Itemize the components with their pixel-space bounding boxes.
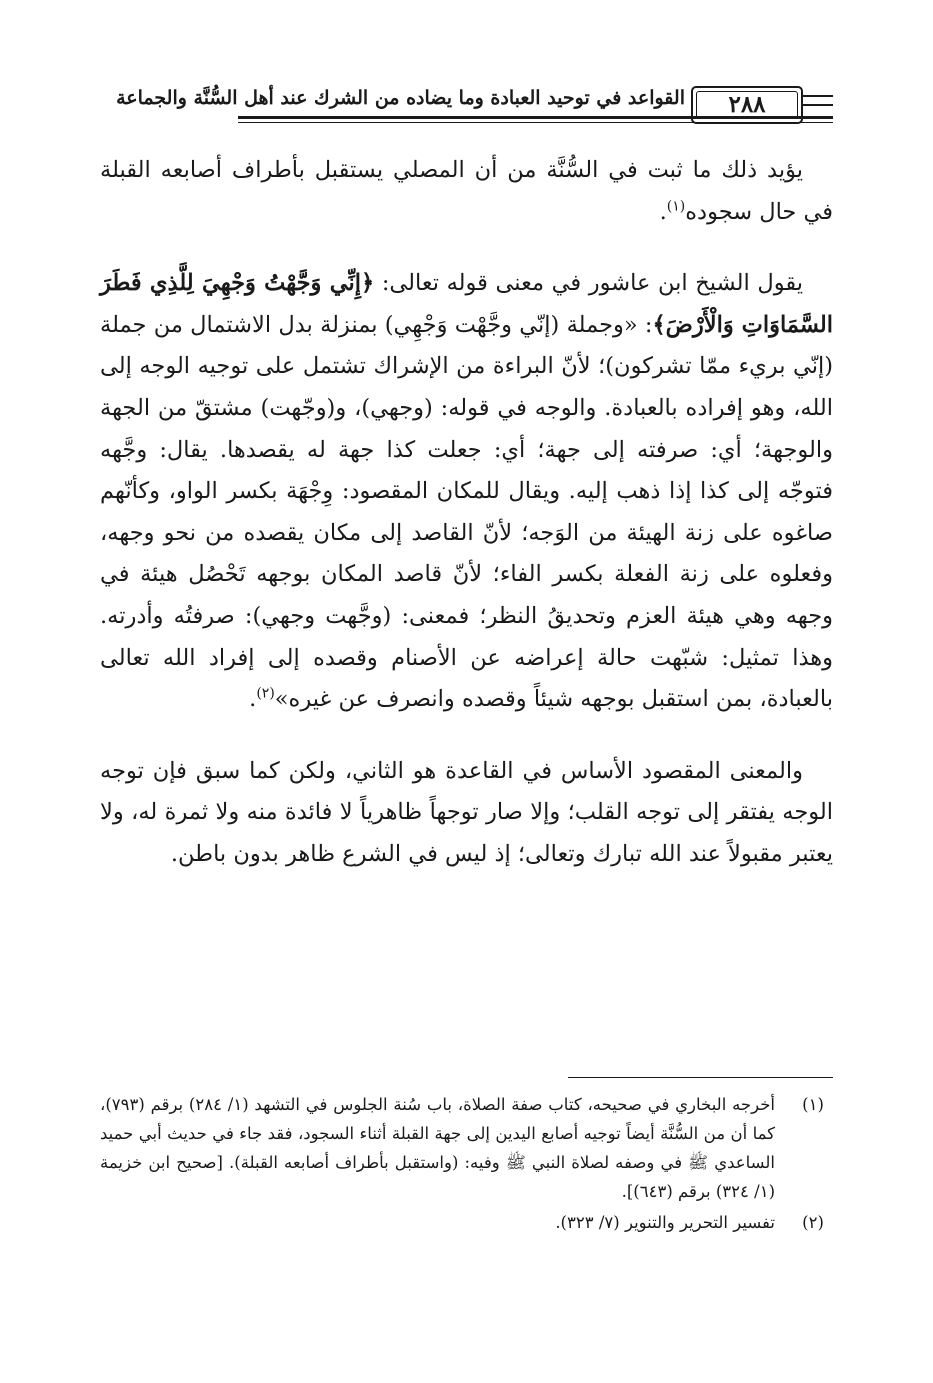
page-number-ornament-rule — [803, 95, 833, 97]
footnote-ref-1: (١) — [666, 198, 686, 215]
page-number-frame — [691, 86, 803, 124]
footnote-2-text: تفسير التحرير والتنوير (٧/ ٣٢٣). — [555, 1213, 775, 1232]
main-text — [100, 150, 833, 876]
paragraph-1-text: يؤيد ذلك ما ثبت في السُّنَّة من أن المصلي يستقبل بأطراف أصابعه القبلة في حال سجوده — [100, 157, 833, 225]
page-number: ٢٨٨ — [728, 91, 766, 118]
paragraph-3: والمعنى المقصود الأساس في القاعدة هو الثاني، ولكن كما سبق فإن توجه الوجه يفتقر إلى توجه القلب؛ وإلا صار توجهاً ظاهرياً لا فائدة منه ولا ثمرة له، ولا يعتبر مقبولاً عند الله تبارك وتعالى؛ إذ ليس في الشرع ظاهر بدون باطن. — [100, 757, 833, 867]
quran-verse: ﴿إِنِّي وَجَّهْتُ وَجْهِيَ لِلَّذِي فَطَرَ السَّمَاوَاتِ وَالْأَرْضَ﴾ — [100, 270, 834, 338]
running-header — [88, 82, 833, 128]
paragraph-2 — [100, 263, 833, 721]
footnote-1-text: أخرجه البخاري في صحيحه، كتاب صفة الصلاة، باب سُنة الجلوس في التشهد (١/ ٢٨٤) برقم (٧٩٣)، كما أن من السُّنَّة أيضاً توجيه أصابع اليدين إلى جهة القبلة أثناء السجود، فقد جاء في حديث أبي حميد الساعدي ﷺ في وصفه لصلاة النبي ﷺ وفيه: (واستقبل بأطراف أصابعه القبلة). [صحيح ابن خزيمة (١/ ٣٢٤) برقم (٦٤٣)]. — [100, 1095, 775, 1201]
footnotes — [100, 1090, 833, 1237]
paragraph-1-end: . — [659, 198, 667, 225]
footnote-separator — [568, 1077, 833, 1078]
footnote-2 — [100, 1208, 833, 1237]
page-number-ornament-rule — [803, 104, 833, 106]
footnote-ref-2: (٢) — [256, 685, 275, 702]
footnote-2-number: (٢) — [802, 1213, 824, 1232]
footnote-1 — [100, 1090, 833, 1206]
header-title: القواعد في توحيد العبادة وما يضاده من الشرك عند أهل السُّنَّة والجماعة — [116, 87, 685, 109]
paragraph-2-end: . — [249, 686, 257, 713]
paragraph-1 — [100, 150, 833, 233]
paragraph-2-intro: يقول الشيخ ابن عاشور في معنى قوله تعالى: — [381, 270, 804, 297]
paragraph-2-quote: : «وجملة (إنّي وجَّهْت وَجْهِي) بمنزلة بدل الاشتمال من جملة (إنّي بريء ممّا تشركون)؛ لأنّ البراءة من الإشراك تشتمل على توجيه الوجه إلى الله، وهو إفراده بالعبادة. والوجه في قوله: (وجهي)، و(وجّهت) مشتقّ من الجهة والوجهة؛ أي: صرفته إلى جهة؛ أي: جعلت كذا جهة له يقصدها. يقال: وجَّهه فتوجّه إلى كذا إذا ذهب إليه. ويقال للمكان المقصود: وِجْهَة بكسر الواو، وكأنّهم صاغوه على زنة الهيئة من الوَجه؛ لأنّ القاصد إلى مكان يقصده من نحو وجهه، وفعلوه على زنة الفعلة بكسر الفاء؛ لأنّ قاصد المكان بوجهه تَحْصُل هيئة في وجهه وهي هيئة العزم وتحديقُ النظر؛ فمعنى: (وجَّهت وجهي): صرفتُه وأدرته. وهذا تمثيل: شبّهت حالة إعراضه عن الأصنام وقصده إلى إفراد الله تعالى بالعبادة، بمن استقبل بوجهه شيئاً وقصده وانصرف عن غيره» — [100, 311, 833, 713]
footnote-1-number: (١) — [802, 1095, 824, 1114]
